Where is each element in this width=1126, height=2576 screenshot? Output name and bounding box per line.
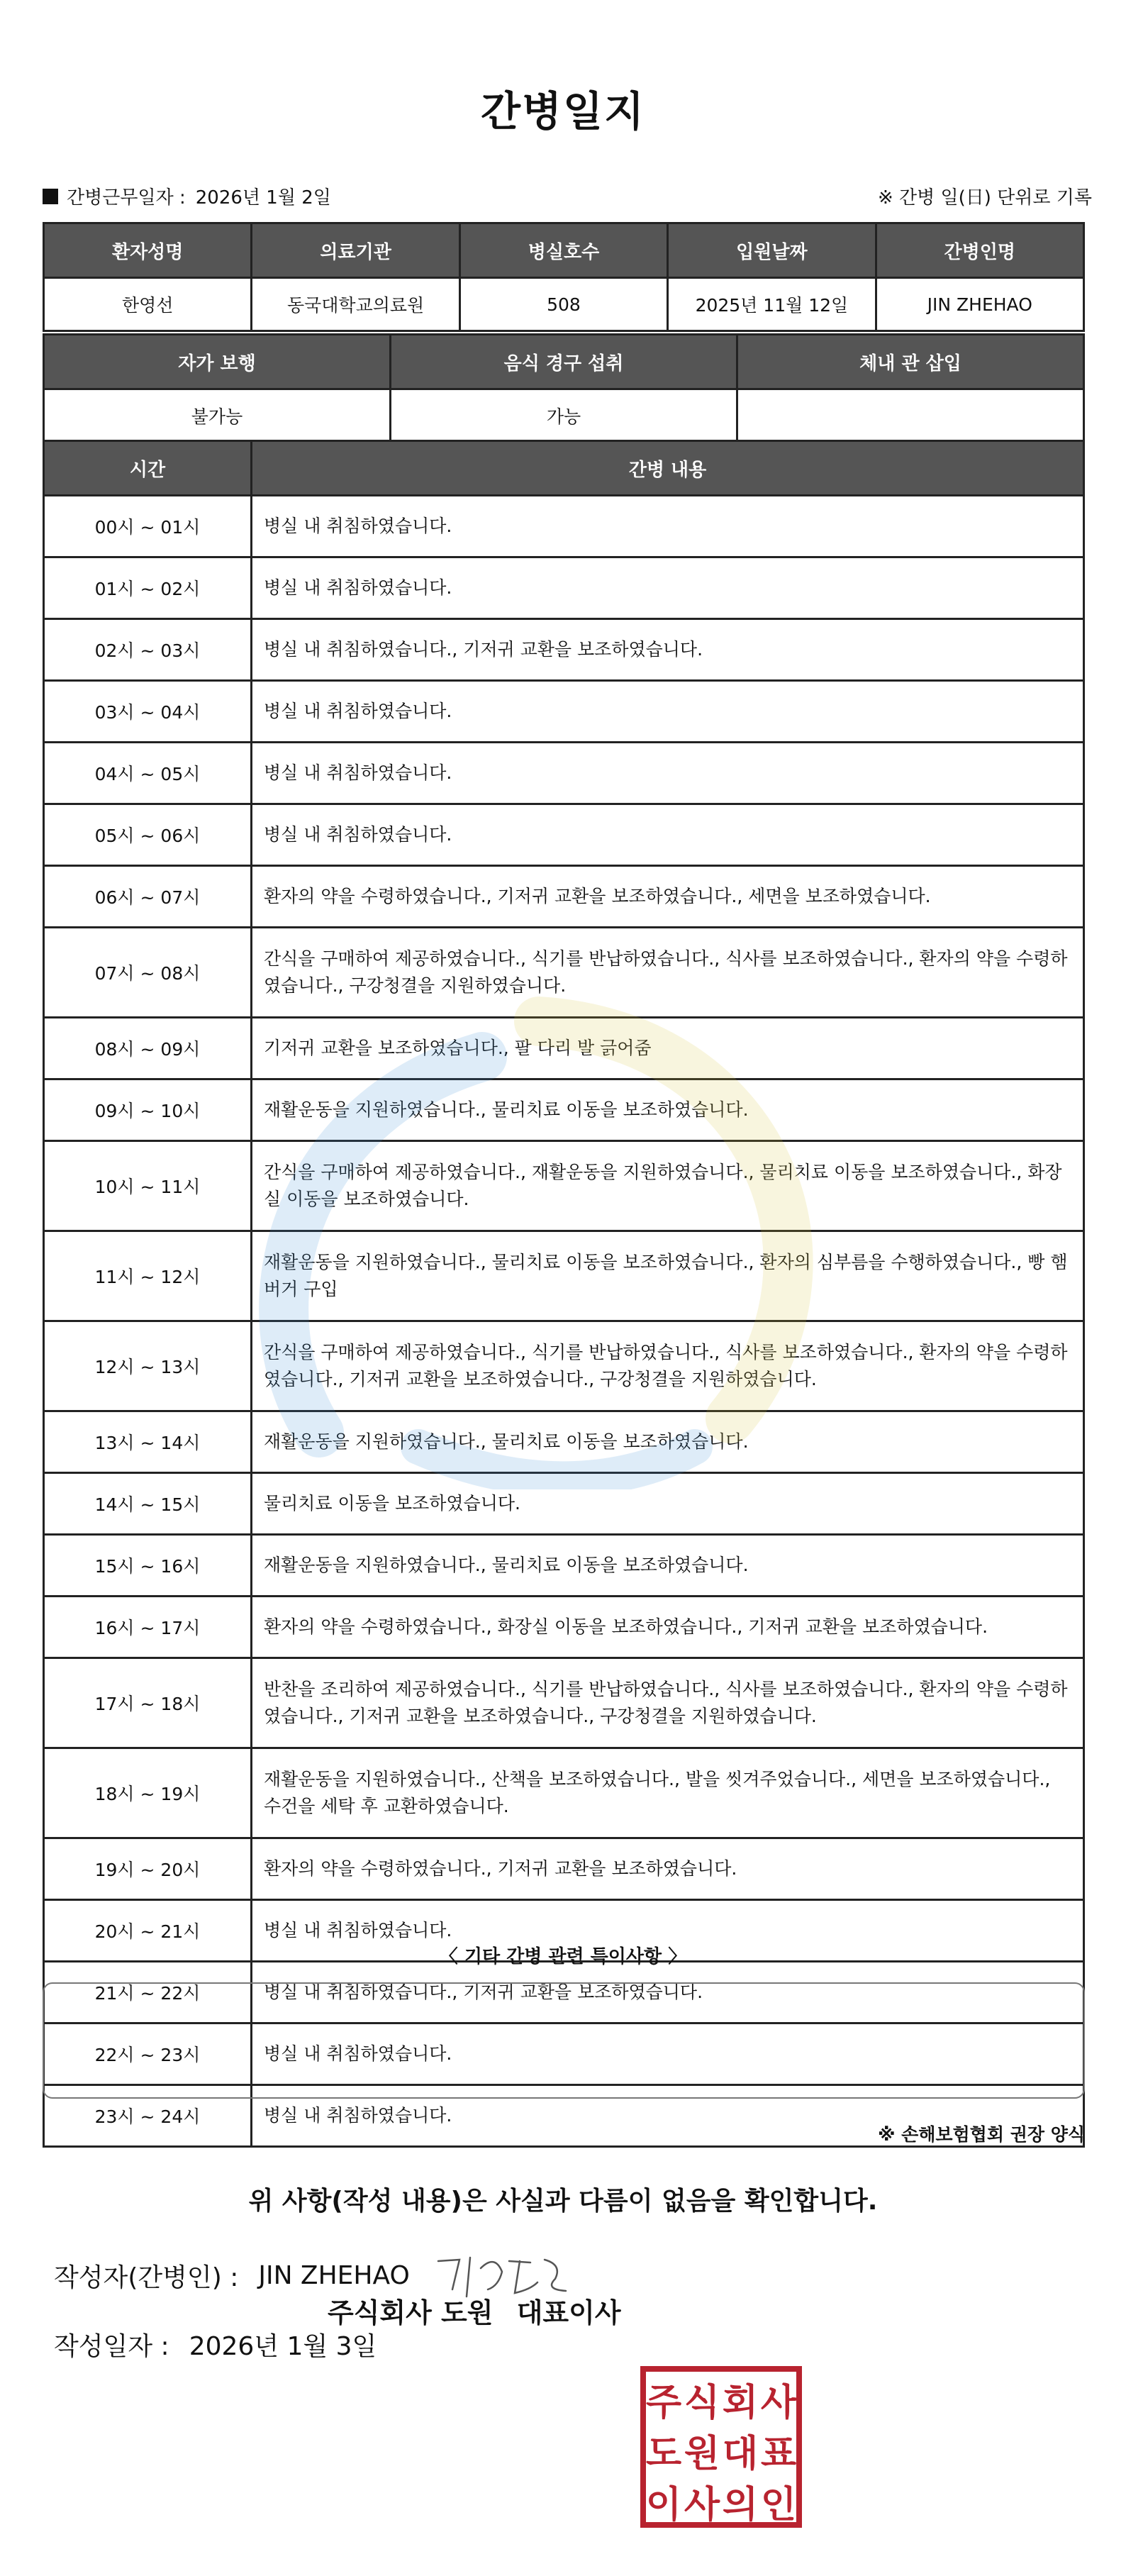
- table-row: [44, 496, 1084, 557]
- table-row: [44, 1018, 1084, 1079]
- status-header-0: 자가 보행: [44, 335, 391, 389]
- info-header-3: 입원날짜: [668, 223, 876, 278]
- notes-title: 〈 기타 간병 관련 특이사항 〉: [439, 1946, 687, 1967]
- company-seal-icon: [640, 2365, 803, 2528]
- svg-text:의: 의: [722, 2484, 759, 2526]
- meta-row: [43, 183, 1092, 209]
- status-value-0: 불가능: [44, 389, 391, 443]
- table-row: [44, 743, 1084, 804]
- table-row: [44, 1321, 1084, 1411]
- company-signature: [328, 2291, 635, 2330]
- row-time: 08시 ~ 09시: [44, 1018, 252, 1079]
- status-value-1: 가능: [391, 389, 737, 443]
- row-content: 병실 내 취침하였습니다.: [252, 1900, 1084, 1962]
- confirm-statement: 위 사항(작성 내용)은 사실과 다름이 없음을 확인합니다.: [248, 2187, 878, 2216]
- notes-box[interactable]: [43, 1982, 1085, 2099]
- row-time: 21시 ~ 22시: [44, 1962, 252, 2023]
- work-date: [43, 183, 331, 209]
- square-bullet-icon: [43, 189, 58, 204]
- svg-text:주: 주: [645, 2382, 682, 2424]
- info-header-4: 간병인명: [876, 223, 1083, 278]
- written-date-line: [54, 2326, 377, 2363]
- row-time: 05시 ~ 06시: [44, 804, 252, 866]
- row-time: 01시 ~ 02시: [44, 557, 252, 619]
- table-row: [44, 1597, 1084, 1658]
- info-value-2: 508: [459, 278, 667, 331]
- recommend-note: ※ 손해보험협회 권장 양식: [878, 2124, 1085, 2145]
- work-date-label: 간병근무일자 :: [67, 187, 186, 209]
- info-header-2: 병실호수: [459, 223, 667, 278]
- svg-text:대: 대: [722, 2433, 759, 2475]
- info-value-3: 2025년 11월 12일: [668, 278, 876, 331]
- row-time: 03시 ~ 04시: [44, 681, 252, 743]
- info-header-0: 환자성명: [44, 223, 252, 278]
- svg-text:사: 사: [760, 2382, 797, 2424]
- row-time: 13시 ~ 14시: [44, 1411, 252, 1473]
- row-content: 병실 내 취침하였습니다.: [252, 557, 1084, 619]
- row-time: 23시 ~ 24시: [44, 2085, 252, 2147]
- row-time: 17시 ~ 18시: [44, 1658, 252, 1748]
- info-value-0: 한영선: [44, 278, 252, 331]
- row-time: 11시 ~ 12시: [44, 1231, 252, 1321]
- svg-text:사: 사: [684, 2484, 720, 2526]
- svg-text:회: 회: [722, 2382, 759, 2424]
- row-content: 병실 내 취침하였습니다.: [252, 804, 1084, 866]
- row-time: 18시 ~ 19시: [44, 1748, 252, 1838]
- table-row: [44, 1658, 1084, 1748]
- table-row: [44, 1748, 1084, 1838]
- row-time: 12시 ~ 13시: [44, 1321, 252, 1411]
- row-time: 15시 ~ 16시: [44, 1535, 252, 1597]
- svg-text:이: 이: [645, 2484, 682, 2526]
- svg-text:식: 식: [684, 2382, 720, 2424]
- info-value-1: 동국대학교의료원: [252, 278, 459, 331]
- writer-label: 작성자(간병인) :: [54, 2263, 239, 2292]
- writer-name: JIN ZHEHAO: [258, 2260, 410, 2290]
- info-header-1: 의료기관: [252, 223, 459, 278]
- page-title: 간병일지: [480, 87, 646, 135]
- table-row: [44, 804, 1084, 866]
- row-content: 병실 내 취침하였습니다.: [252, 681, 1084, 743]
- table-row: [44, 681, 1084, 743]
- row-content: 환자의 약을 수령하였습니다., 기저귀 교환을 보조하였습니다., 세면을 보조하였습니다.: [252, 866, 1084, 928]
- info-value-4: JIN ZHEHAO: [876, 278, 1083, 331]
- content-header: 간병 내용: [252, 441, 1084, 496]
- row-time: 09시 ~ 10시: [44, 1079, 252, 1141]
- row-content: 환자의 약을 수령하였습니다., 기저귀 교환을 보조하였습니다.: [252, 1838, 1084, 1900]
- svg-text:표: 표: [760, 2433, 797, 2475]
- row-content: 반찬을 조리하여 제공하였습니다., 식기를 반납하였습니다., 식사를 보조하였습니다., 환자의 약을 수령하였습니다., 기저귀 교환을 보조하였습니다., 구강청결을 지원하였습니다.: [252, 1658, 1084, 1748]
- row-content: 병실 내 취침하였습니다., 기저귀 교환을 보조하였습니다.: [252, 1962, 1084, 2023]
- row-time: 14시 ~ 15시: [44, 1473, 252, 1535]
- row-content: 병실 내 취침하였습니다.: [252, 496, 1084, 557]
- patient-info-table: [43, 222, 1085, 332]
- row-time: 22시 ~ 23시: [44, 2023, 252, 2085]
- row-time: 02시 ~ 03시: [44, 619, 252, 681]
- row-content: 병실 내 취침하였습니다.: [252, 2023, 1084, 2085]
- time-header: 시간: [44, 441, 252, 496]
- status-header-1: 음식 경구 섭취: [391, 335, 737, 389]
- table-row: [44, 1473, 1084, 1535]
- unit-note: ※ 간병 일(日) 단위로 기록: [877, 187, 1092, 209]
- patient-status-table: [43, 333, 1085, 443]
- row-content: 간식을 구매하여 제공하였습니다., 재활운동을 지원하였습니다., 물리치료 이동을 보조하였습니다., 화장실 이동을 보조하였습니다.: [252, 1141, 1084, 1231]
- row-content: 재활운동을 지원하였습니다., 물리치료 이동을 보조하였습니다., 환자의 심부름을 수행하였습니다., 빵 햄버거 구입: [252, 1231, 1084, 1321]
- table-row: [44, 557, 1084, 619]
- row-content: 재활운동을 지원하였습니다., 물리치료 이동을 보조하였습니다.: [252, 1079, 1084, 1141]
- company-name: 주식회사 도원: [328, 2297, 494, 2328]
- row-time: 04시 ~ 05시: [44, 743, 252, 804]
- work-date-value: 2026년 1월 2일: [195, 187, 331, 209]
- row-content: 물리치료 이동을 보조하였습니다.: [252, 1473, 1084, 1535]
- table-row: [44, 619, 1084, 681]
- status-value-2: [737, 389, 1084, 443]
- row-time: 00시 ~ 01시: [44, 496, 252, 557]
- row-content: 기저귀 교환을 보조하였습니다., 팔 다리 발 긁어줌: [252, 1018, 1084, 1079]
- table-row: [44, 1079, 1084, 1141]
- care-log-table: [43, 440, 1085, 2148]
- row-content: 환자의 약을 수령하였습니다., 화장실 이동을 보조하였습니다., 기저귀 교환을 보조하였습니다.: [252, 1597, 1084, 1658]
- table-row: [44, 1411, 1084, 1473]
- written-date-label: 작성일자 :: [54, 2332, 169, 2361]
- row-content: 병실 내 취침하였습니다., 기저귀 교환을 보조하였습니다.: [252, 619, 1084, 681]
- row-time: 10시 ~ 11시: [44, 1141, 252, 1231]
- table-row: [44, 1838, 1084, 1900]
- row-time: 07시 ~ 08시: [44, 928, 252, 1018]
- row-time: 19시 ~ 20시: [44, 1838, 252, 1900]
- status-header-2: 체내 관 삽입: [737, 335, 1084, 389]
- table-row: [44, 1141, 1084, 1231]
- table-row: [44, 1231, 1084, 1321]
- table-row: [44, 1535, 1084, 1597]
- svg-text:도: 도: [645, 2433, 682, 2475]
- row-content: 병실 내 취침하였습니다.: [252, 2085, 1084, 2147]
- row-time: 20시 ~ 21시: [44, 1900, 252, 1962]
- written-date-value: 2026년 1월 3일: [189, 2332, 377, 2361]
- row-content: 간식을 구매하여 제공하였습니다., 식기를 반납하였습니다., 식사를 보조하였습니다., 환자의 약을 수령하였습니다., 기저귀 교환을 보조하였습니다., 구강청결을 지원하였습니다.: [252, 1321, 1084, 1411]
- row-time: 16시 ~ 17시: [44, 1597, 252, 1658]
- row-content: 재활운동을 지원하였습니다., 산책을 보조하였습니다., 발을 씻겨주었습니다., 세면을 보조하였습니다., 수건을 세탁 후 교환하였습니다.: [252, 1748, 1084, 1838]
- table-row: [44, 866, 1084, 928]
- row-content: 간식을 구매하여 제공하였습니다., 식기를 반납하였습니다., 식사를 보조하였습니다., 환자의 약을 수령하였습니다., 구강청결을 지원하였습니다.: [252, 928, 1084, 1018]
- company-title: 대표이사: [516, 2297, 621, 2328]
- svg-text:인: 인: [760, 2484, 797, 2526]
- row-content: 병실 내 취침하였습니다.: [252, 743, 1084, 804]
- svg-text:원: 원: [684, 2433, 720, 2475]
- row-content: 재활운동을 지원하였습니다., 물리치료 이동을 보조하였습니다.: [252, 1535, 1084, 1597]
- row-content: 재활운동을 지원하였습니다., 물리치료 이동을 보조하였습니다.: [252, 1411, 1084, 1473]
- table-row: [44, 928, 1084, 1018]
- row-time: 06시 ~ 07시: [44, 866, 252, 928]
